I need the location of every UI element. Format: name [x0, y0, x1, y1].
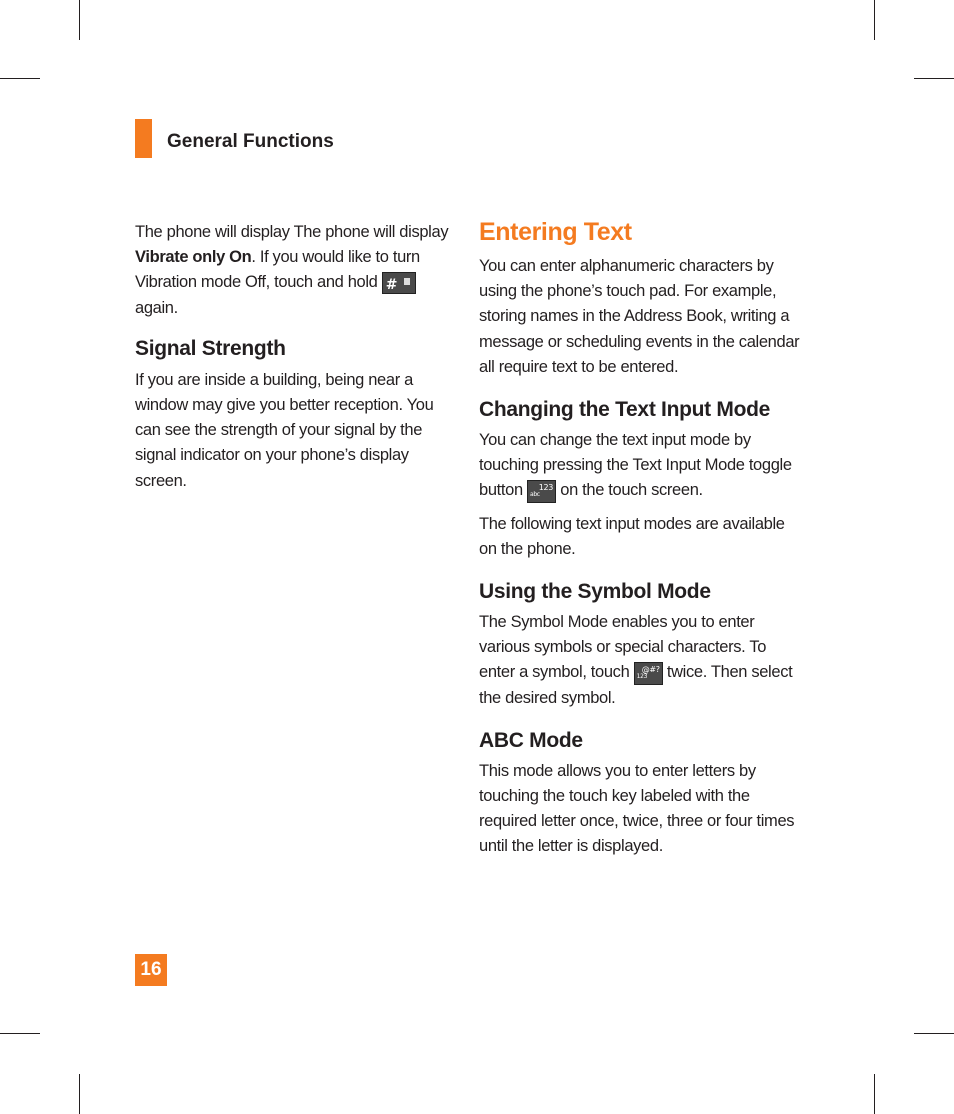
crop-mark: [874, 0, 875, 40]
crop-mark: [874, 1074, 875, 1114]
page-number: 16: [135, 954, 167, 986]
right-column: [479, 218, 801, 860]
abc-123-toggle-icon: abc 123: [527, 480, 556, 503]
entering-text-heading: Entering Text: [479, 218, 632, 246]
vibrate-paragraph: The phone will display The phone will display Vibrate only On. If you would like to turn Vibration mode Off, touch and hold # again.: [135, 223, 449, 317]
crop-mark: [0, 78, 40, 79]
crop-mark: [79, 1074, 80, 1114]
crop-mark: [79, 0, 80, 40]
signal-strength-paragraph: If you are inside a building, being near a window may give you better reception. You can see the strength of your signal by the signal indicator on your phone’s display screen.: [135, 370, 434, 490]
crop-mark: [0, 1033, 40, 1034]
changing-mode-heading: Changing the Text Input Mode: [479, 398, 771, 422]
changing-mode-paragraph: You can change the text input mode by touching pressing the Text Input Mode toggle button abc 123 on the touch screen.: [479, 428, 801, 504]
123-symbol-toggle-icon: 123 @#?: [634, 662, 663, 685]
abc-mode-paragraph: This mode allows you to enter letters by touching the touch key labeled with the required letter once, twice, three or four times until the letter is displayed.: [479, 761, 795, 856]
signal-strength-heading: Signal Strength: [135, 336, 286, 360]
crop-mark: [914, 1033, 954, 1034]
crop-mark: [914, 78, 954, 79]
symbol-mode-paragraph: The Symbol Mode enables you to enter various symbols or special characters. To enter a symbol, touch 123 @#? twice. Then select the desired symbol.: [479, 613, 793, 707]
abc-mode-heading: ABC Mode: [479, 728, 583, 752]
hash-vibrate-key-icon: #: [382, 272, 416, 294]
available-modes-paragraph: The following text input modes are available on the phone.: [479, 514, 785, 558]
entering-text-paragraph: You can enter alphanumeric characters by using the phone’s touch pad. For example, storing names in the Address Book, writing a message or scheduling events in the calendar all require text to be entered.: [479, 257, 800, 376]
section-marker: [135, 119, 152, 158]
symbol-mode-heading: Using the Symbol Mode: [479, 580, 711, 604]
left-column: [135, 220, 453, 494]
section-title: General Functions: [167, 131, 334, 152]
vibrate-only-on-text: Vibrate only On: [135, 248, 252, 267]
